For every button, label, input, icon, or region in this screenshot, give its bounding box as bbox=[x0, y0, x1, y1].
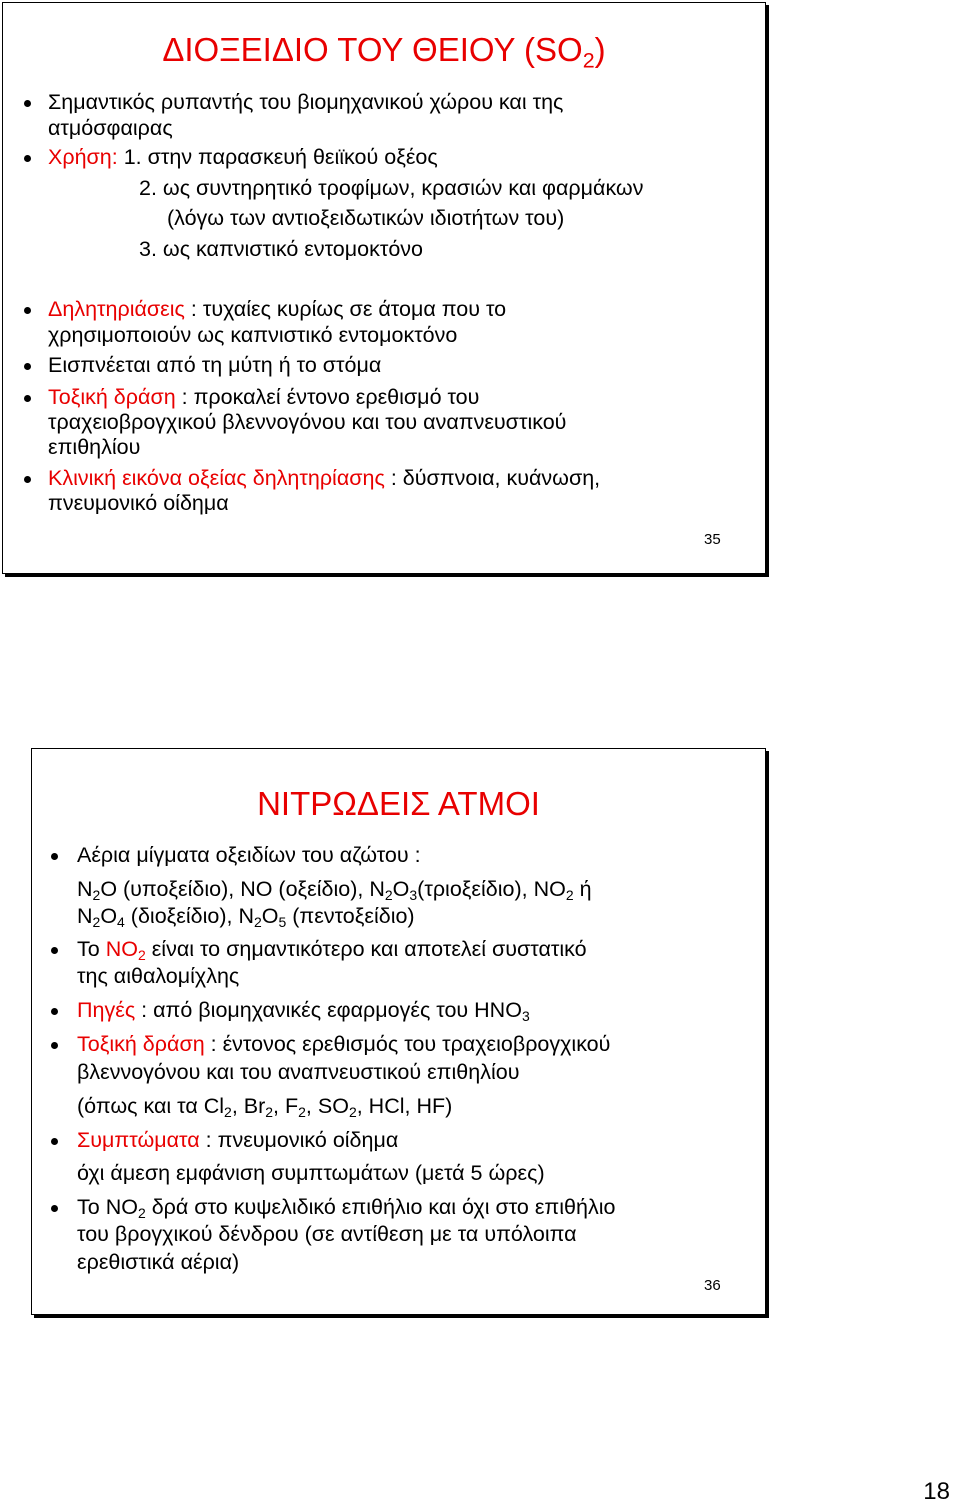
bullet-text bbox=[77, 1093, 452, 1119]
formula-part: NO bbox=[105, 937, 138, 961]
bullet-icon bbox=[51, 947, 58, 954]
bullet-text-part: , SO bbox=[305, 1094, 349, 1118]
bullet-icon bbox=[24, 395, 31, 402]
bullet-text-part: Το NO bbox=[77, 1195, 138, 1219]
bullet-text bbox=[77, 1127, 398, 1153]
formula-subscript: 2 bbox=[265, 1104, 274, 1121]
bullet-icon bbox=[24, 307, 31, 314]
bullet-text bbox=[77, 997, 530, 1023]
bullet-text-part: : από βιομηχανικές εφαρμογές του HNO bbox=[135, 998, 522, 1022]
bullet-text bbox=[48, 296, 506, 322]
formula-line bbox=[77, 903, 415, 929]
bullet-text bbox=[77, 936, 587, 962]
slide-number: 36 bbox=[704, 1277, 721, 1294]
title-end: ) bbox=[594, 31, 606, 68]
bullet-text: Εισπνέεται από τη μύτη ή το στόμα bbox=[48, 353, 382, 377]
bullet-text: ατμόσφαιρας bbox=[48, 116, 173, 140]
formula-part: O bbox=[392, 877, 410, 901]
bullet-text: πνευμονικό οίδημα bbox=[48, 491, 229, 515]
formula-subscript: 3 bbox=[409, 887, 418, 904]
bullet-icon bbox=[51, 1138, 58, 1145]
bullet-icon bbox=[51, 853, 58, 860]
formula-subscript: 2 bbox=[254, 914, 262, 931]
bullet-text-part: : έντονος ερεθισμός του τραχειοβρογχικού bbox=[204, 1032, 611, 1056]
slide-36 bbox=[31, 748, 766, 1315]
bullet-text: 3. ως καπνιστικό εντομοκτόνο bbox=[139, 237, 423, 261]
formula-subscript: 2 bbox=[92, 914, 101, 931]
bullet-text-part: (όπως και τα Cl bbox=[77, 1094, 225, 1118]
formula-subscript: 2 bbox=[137, 1205, 146, 1222]
formula-subscript: 2 bbox=[298, 1104, 306, 1121]
bullet-text: βλεννογόνου και του αναπνευστικού επιθηλίου bbox=[77, 1060, 520, 1084]
bullet-label: Πηγές bbox=[77, 998, 136, 1022]
bullet-text: τραχειοβρογχικού βλεννογόνου και του αναπνευστικού bbox=[48, 410, 567, 434]
formula-subscript: 3 bbox=[521, 1008, 530, 1025]
title-text: ΔΙΟΞΕΙΔΙΟ ΤΟΥ ΘΕΙΟΥ (SO bbox=[162, 31, 583, 68]
formula-part: O bbox=[261, 904, 279, 928]
title-subscript: 2 bbox=[582, 48, 595, 73]
bullet-text-part: , F bbox=[273, 1094, 299, 1118]
formula-part: N bbox=[77, 904, 93, 928]
bullet-text: της αιθαλομίχλης bbox=[77, 964, 240, 988]
bullet-text-part: είναι το σημαντικότερο και αποτελεί συστατικό bbox=[145, 937, 587, 961]
bullet-text-part: , Br bbox=[231, 1094, 266, 1118]
bullet-text-part: 1. στην παρασκευή θειϊκού οξέος bbox=[117, 145, 438, 169]
bullet-icon bbox=[51, 1008, 58, 1015]
bullet-text-part: Το bbox=[77, 937, 106, 961]
slide-35 bbox=[2, 2, 766, 574]
page-number: 18 bbox=[923, 1478, 950, 1505]
bullet-text bbox=[48, 144, 438, 170]
bullet-label: Δηλητηριάσεις bbox=[48, 297, 185, 321]
slide-title: ΝΙΤΡΩΔΕΙΣ ΑΤΜΟΙ bbox=[257, 785, 540, 822]
formula-subscript: 2 bbox=[92, 887, 101, 904]
bullet-text: 2. ως συντηρητικό τροφίμων, κρασιών και φαρμάκων bbox=[139, 176, 644, 200]
bullet-icon bbox=[24, 476, 31, 483]
bullet-text-part: : πνευμονικό οίδημα bbox=[199, 1128, 399, 1152]
bullet-text: επιθηλίου bbox=[48, 435, 141, 459]
bullet-text bbox=[77, 1031, 610, 1057]
bullet-label: Κλινική εικόνα οξείας δηλητηρίασης bbox=[48, 466, 385, 490]
bullet-text-part: : προκαλεί έντονο ερεθισμό του bbox=[175, 385, 480, 409]
bullet-label: Χρήση: bbox=[48, 145, 118, 169]
bullet-text: Σημαντικός ρυπαντής του βιομηχανικού χώρου και της bbox=[48, 90, 564, 114]
formula-subscript: 4 bbox=[117, 914, 125, 931]
bullet-label: Τοξική δράση bbox=[77, 1032, 205, 1056]
formula-subscript: 2 bbox=[348, 1104, 357, 1121]
bullet-text-part: : τυχαίες κυρίως σε άτομα που το bbox=[184, 297, 507, 321]
bullet-text bbox=[77, 1194, 615, 1220]
bullet-label: Τοξική δράση bbox=[48, 385, 176, 409]
formula-subscript: 2 bbox=[565, 887, 574, 904]
bullet-text-part: δρά στο κυψελιδικό επιθήλιο και όχι στο επιθήλιο bbox=[145, 1195, 616, 1219]
bullet-text: του βρογχικού δένδρου (σε αντίθεση με τα υπόλοιπα bbox=[77, 1222, 577, 1246]
bullet-label bbox=[105, 937, 146, 964]
formula-part: O bbox=[100, 904, 118, 928]
formula-line bbox=[77, 876, 592, 902]
bullet-text: χρησιμοποιούν ως καπνιστικό εντομοκτόνο bbox=[48, 323, 458, 347]
bullet-icon bbox=[24, 155, 31, 162]
formula-subscript: 2 bbox=[224, 1104, 232, 1121]
slide-number: 35 bbox=[704, 531, 721, 548]
bullet-icon bbox=[24, 363, 31, 370]
bullet-icon bbox=[51, 1042, 58, 1049]
bullet-text-part: : δύσπνοια, κυάνωση, bbox=[384, 466, 601, 490]
bullet-text: ερεθιστικά αέρια) bbox=[77, 1250, 240, 1274]
bullet-text-part: , HCl, HF) bbox=[356, 1094, 453, 1118]
bullet-text: όχι άμεση εμφάνιση συμπτωμάτων (μετά 5 ώρες) bbox=[77, 1161, 545, 1185]
formula-subscript: 2 bbox=[137, 947, 146, 964]
bullet-label: Συμπτώματα bbox=[77, 1128, 200, 1152]
formula-part: (πεντοξείδιο) bbox=[286, 904, 415, 928]
bullet-text bbox=[48, 465, 600, 491]
bullet-text: (λόγω των αντιοξειδωτικών ιδιοτήτων του) bbox=[167, 206, 565, 230]
formula-part: N bbox=[77, 877, 93, 901]
formula-part: ή bbox=[573, 877, 592, 901]
bullet-icon bbox=[24, 100, 31, 107]
bullet-icon bbox=[51, 1205, 58, 1212]
formula-part: O (υποξείδιο), NO (οξείδιο), N bbox=[100, 877, 385, 901]
slide-title bbox=[3, 31, 765, 73]
bullet-text: Αέρια μίγματα οξειδίων του αζώτου : bbox=[77, 843, 421, 867]
formula-subscript: 2 bbox=[384, 887, 393, 904]
bullet-text bbox=[48, 384, 479, 410]
formula-part: (διοξείδιο), N bbox=[124, 904, 254, 928]
formula-subscript: 5 bbox=[278, 914, 287, 931]
formula-part: (τριοξείδιο), NO bbox=[417, 877, 566, 901]
